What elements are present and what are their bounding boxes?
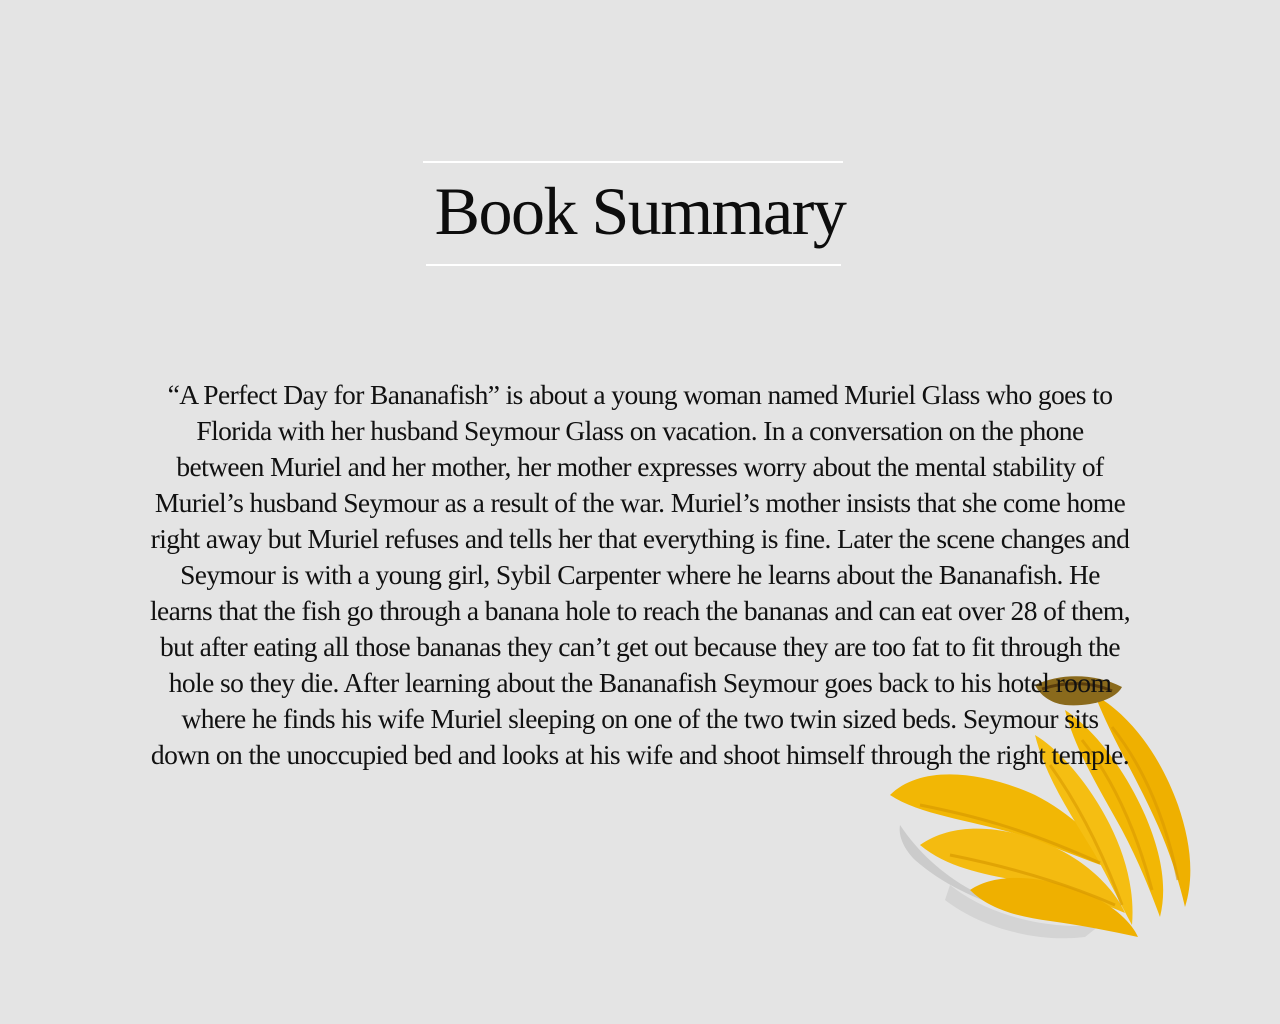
title-rule-top bbox=[423, 161, 843, 163]
summary-text: “A Perfect Day for Bananafish” is about a young woman named Muriel Glass who goes to Florida with her husband Seymour Glass on vacation. In a conversation on the phone between Muriel and her mother, her mother expresses worry about the mental stability of Muriel’s husband Seymour as a result of the war. Muriel’s mother insists that she come home right away but Muriel refuses and tells her that everything is fine. Later the scene changes and Seymour is with a young girl, Sybil Carpenter where he learns about the Bananafish. He learns that the fish go through a banana hole to reach the bananas and can eat over 28 of them, but after eating all those bananas they can’t get out because they are too fat to fit through the hole so they die. After learning about the Bananafish Seymour goes back to his hotel room where he finds his wife Muriel sleeping on one of the two twin sized beds. Seymour sits down on the unoccupied bed and looks at his wife and shoot himself through the right temple. bbox=[150, 379, 1130, 770]
page-title: Book Summary bbox=[434, 173, 846, 249]
title-rule-bottom bbox=[426, 264, 841, 266]
